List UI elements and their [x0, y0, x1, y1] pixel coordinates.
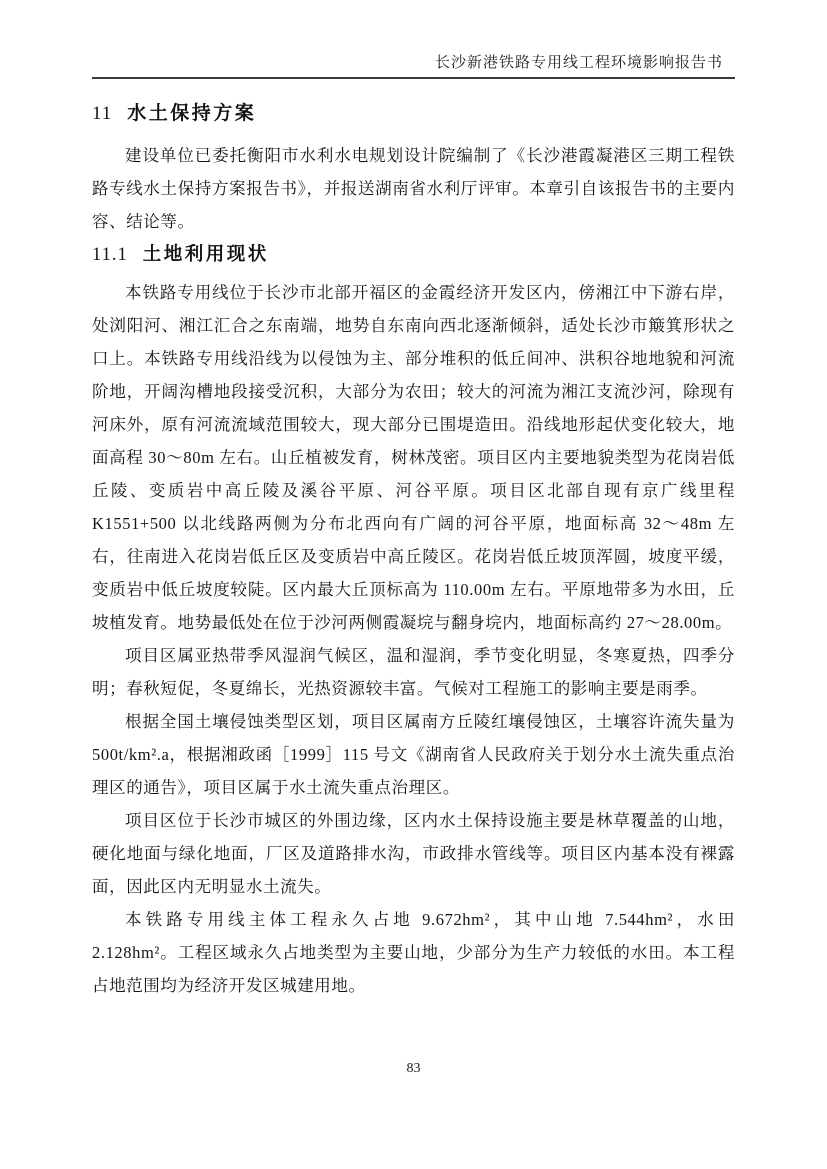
body-paragraphs [92, 276, 735, 1002]
page-header [92, 0, 735, 79]
section-title: 水土保持方案 [127, 103, 257, 124]
paragraph: 建设单位已委托衡阳市水利水电规划设计院编制了《长沙港霞凝港区三期工程铁路专线水土保持方案报告书》，并报送湖南省水利厅评审。本章引自该报告书的主要内容、结论等。 [92, 146, 735, 231]
paragraph: 根据全国土壤侵蚀类型区划，项目区属南方丘陵红壤侵蚀区，土壤容许流失量为 500t/km².a，根据湘政函［1999］115 号文《湖南省人民政府关于划分水土流失重点治理区的通告》，项目区属于水土流失重点治理区。 [92, 712, 735, 797]
subsection-number: 11.1 [92, 245, 128, 265]
intro-paragraphs [92, 139, 735, 238]
page-footer [0, 1060, 827, 1078]
section-number: 11 [92, 103, 113, 124]
page-number: 83 [406, 1061, 421, 1076]
paragraph: 本铁路专用线位于长沙市北部开福区的金霞经济开发区内，傍湘江中下游右岸，处浏阳河、湘江汇合之东南端，地势自东南向西北逐渐倾斜，适处长沙市簸箕形状之口上。本铁路专用线沿线为以侵蚀为主、部分堆积的低丘间冲、洪积谷地地貌和河流阶地，开阔沟槽地段接受沉积，大部分为农田；较大的河流为湘江支流沙河，除现有河床外，原有河流流域范围较大，现大部分已围堤造田。沿线地形起伏变化较大，地面高程 30～80m 左右。山丘植被发育，树林茂密。项目区内主要地貌类型为花岗岩低丘陵、变质岩中高丘陵及溪谷平原、河谷平原。项目区北部自现有京广线里程 K1551+500 以北线路两侧为分布北西向有广阔的河谷平原，地面标高 32～48m 左右，往南进入花岗岩低丘区及变质岩中高丘陵区。花岗岩低丘坡顶浑圆，坡度平缓，变质岩中低丘坡度较陡。区内最大丘顶标高为 110.00m 左右。平原地带多为水田，丘坡植发育。地势最低处在位于沙河两侧霞凝垸与翻身垸内，地面标高约 27～28.00m。 [92, 283, 735, 632]
running-header-title: 长沙新港铁路专用线工程环境影响报告书 [434, 55, 723, 71]
header-divider [92, 77, 735, 79]
subsection-title: 土地利用现状 [142, 243, 269, 264]
paragraph: 项目区位于长沙市城区的外围边缘，区内水土保持设施主要是林草覆盖的山地，硬化地面与绿化地面，厂区及道路排水沟，市政排水管线等。项目区内基本没有裸露面，因此区内无明显水土流失。 [92, 811, 735, 896]
section-heading [92, 102, 735, 126]
paragraph: 本铁路专用线主体工程永久占地 9.672hm²，其中山地 7.544hm²，水田 2.128hm²。工程区域永久占地类型为主要山地，少部分为生产力较低的水田。本工程占地范围均为经济开发区城建用地。 [92, 910, 735, 995]
paragraph: 项目区属亚热带季风湿润气候区，温和湿润，季节变化明显，冬寒夏热，四季分明；春秋短促，冬夏绵长，光热资源较丰富。气候对工程施工的影响主要是雨季。 [92, 646, 735, 698]
subsection-heading [92, 242, 735, 267]
